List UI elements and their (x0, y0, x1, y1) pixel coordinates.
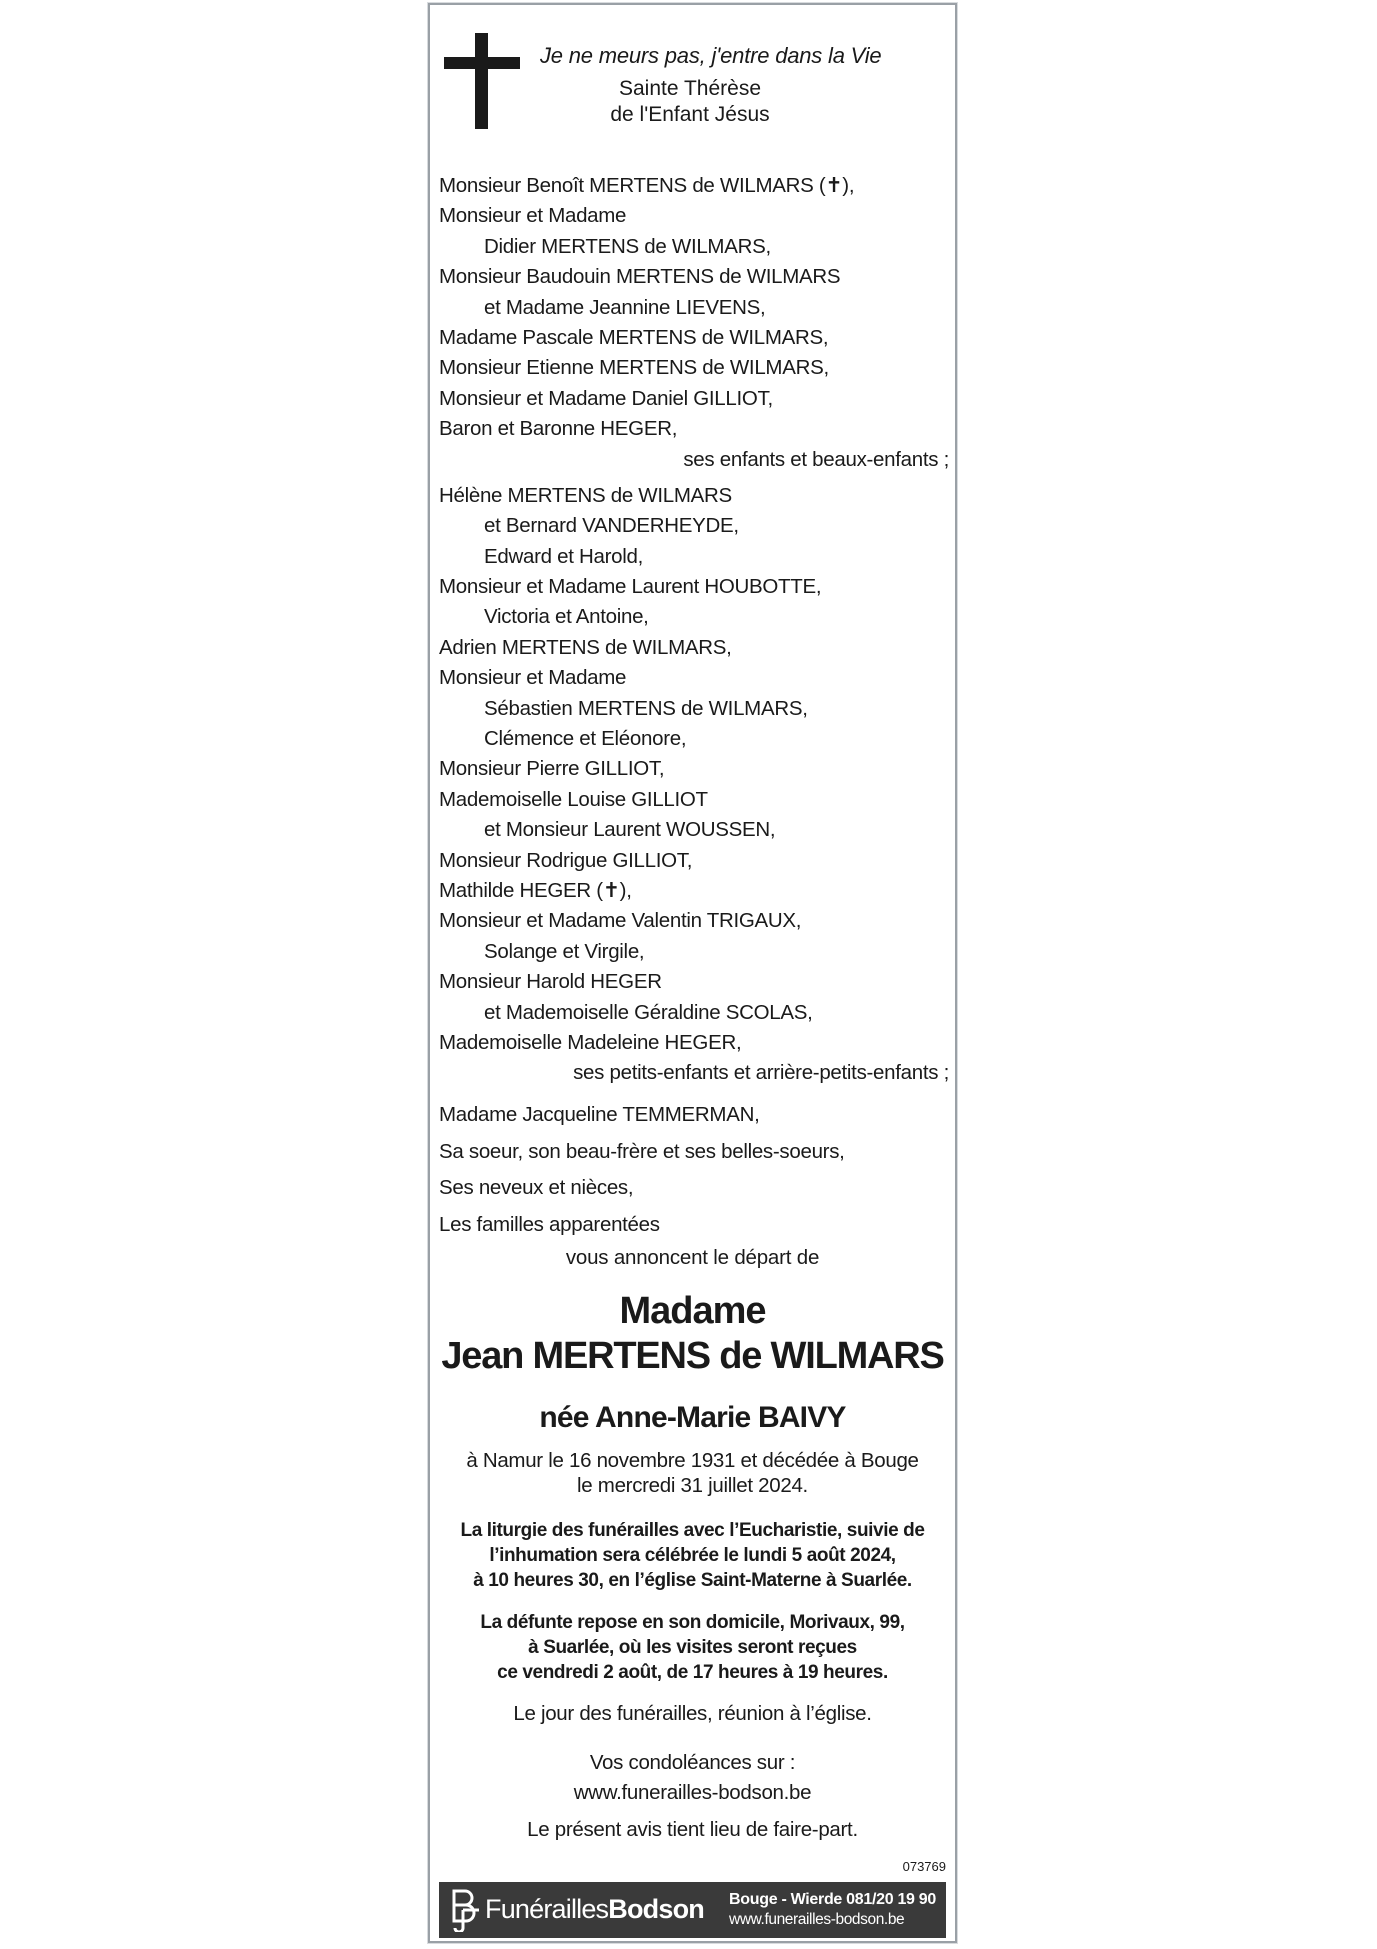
family-line: Madame Pascale MERTENS de WILMARS, (439, 325, 829, 349)
epigraph-author: Sainte Thérèse de l'Enfant Jésus (610, 77, 770, 126)
family-line: Les familles apparentées (439, 1212, 660, 1236)
epigraph-quote: Je ne meurs pas, j'entre dans la Vie (540, 43, 882, 68)
website-link[interactable]: www.funerailles-bodson.be (729, 1911, 905, 1928)
family-line: Hélène MERTENS de WILMARS (439, 483, 732, 507)
family-line: Sébastien MERTENS de WILMARS, (484, 696, 808, 720)
family-line: Mathilde HEGER (✝), (439, 878, 632, 902)
condolences-link[interactable]: www.funerailles-bodson.be (573, 1781, 812, 1804)
family-list (439, 171, 949, 1089)
family-line: et Madame Jeannine LIEVENS, (484, 295, 766, 319)
family-line: Monsieur et Madame Daniel GILLIOT, (439, 386, 773, 410)
family-line: Monsieur Pierre GILLIOT, (439, 757, 665, 781)
family-line: Monsieur Etienne MERTENS de WILMARS, (439, 356, 829, 380)
bf-logo-icon (449, 1888, 483, 1932)
family-line: Monsieur Rodrigue GILLIOT, (439, 848, 693, 872)
family-line: et Mademoiselle Géraldine SCOLAS, (484, 1000, 813, 1024)
family-line: Mademoiselle Louise GILLIOT (439, 787, 708, 811)
deceased-title: Madame (619, 1290, 766, 1332)
brand-name: FunéraillesBodson (485, 1894, 704, 1924)
contact-info (729, 1890, 936, 1930)
family-line: Mademoiselle Madeleine HEGER, (439, 1030, 742, 1054)
family-line: Monsieur Benoît MERTENS de WILMARS (✝), (439, 174, 855, 197)
cross-icon (444, 33, 520, 129)
family-line: Clémence et Eléonore, (484, 727, 687, 751)
family-line: Monsieur et Madame (439, 666, 627, 690)
liturgy-info: La liturgie des funérailles avec l’Eucharistie, suivie de l’inhumation sera célébrée le lundi 5 août 2024, à 10 heures 30, en l’église Saint-Materne à Suarlée. (460, 1520, 925, 1591)
family-line: ses enfants et beaux-enfants ; (683, 447, 949, 471)
condolences-info: Vos condoléances sur : www.funerailles-bodson.be (430, 1748, 955, 1808)
faire-part-note: Le présent avis tient lieu de faire-part. (527, 1818, 858, 1841)
family-line: Monsieur et Madame Laurent HOUBOTTE, (439, 575, 822, 599)
birth-death-info: à Namur le 16 novembre 1931 et décédée à Bouge le mercredi 31 juillet 2024. (466, 1449, 919, 1497)
family-line: Adrien MERTENS de WILMARS, (439, 635, 732, 659)
obituary-notice (428, 3, 957, 1943)
family-line: et Bernard VANDERHEYDE, (484, 514, 739, 538)
family-line: Monsieur Baudouin MERTENS de WILMARS (439, 265, 841, 289)
reunion-info: Le jour des funérailles, réunion à l’église. (513, 1702, 872, 1725)
location-phone: Bouge - Wierde 081/20 19 90 (729, 1891, 936, 1908)
family-line: et Monsieur Laurent WOUSSEN, (484, 818, 776, 842)
family-line: Monsieur et Madame Valentin TRIGAUX, (439, 909, 802, 933)
family-line: Monsieur Harold HEGER (439, 970, 662, 994)
repose-info: La défunte repose en son domicile, Morivaux, 99, à Suarlée, où les visites seront reçues ce vendredi 2 août, de 17 heures à 19 heures. (480, 1612, 905, 1683)
deceased-name: Jean MERTENS de WILMARS (441, 1335, 944, 1377)
family-line: Solange et Virgile, (484, 939, 645, 963)
family-line: Baron et Baronne HEGER, (439, 417, 678, 441)
family-line: Monsieur et Madame (439, 204, 627, 228)
family-line: Edward et Harold, (484, 544, 643, 568)
funeral-home-banner (439, 1882, 946, 1938)
family-line: Didier MERTENS de WILMARS, (484, 234, 771, 258)
family-line: Madame Jacqueline TEMMERMAN, (439, 1103, 760, 1126)
family-line: Ses neveux et nièces, (439, 1176, 634, 1199)
deceased-maiden-name: née Anne-Marie BAIVY (539, 1401, 846, 1434)
extended-family-list (439, 1097, 949, 1243)
reference-number: 073769 (902, 1859, 946, 1874)
family-line: Victoria et Antoine, (484, 605, 649, 629)
family-line: ses petits-enfants et arrière-petits-enfants ; (573, 1061, 949, 1085)
announcement-text: vous annoncent le départ de (565, 1246, 820, 1269)
family-line: Sa soeur, son beau-frère et ses belles-soeurs, (439, 1139, 845, 1163)
